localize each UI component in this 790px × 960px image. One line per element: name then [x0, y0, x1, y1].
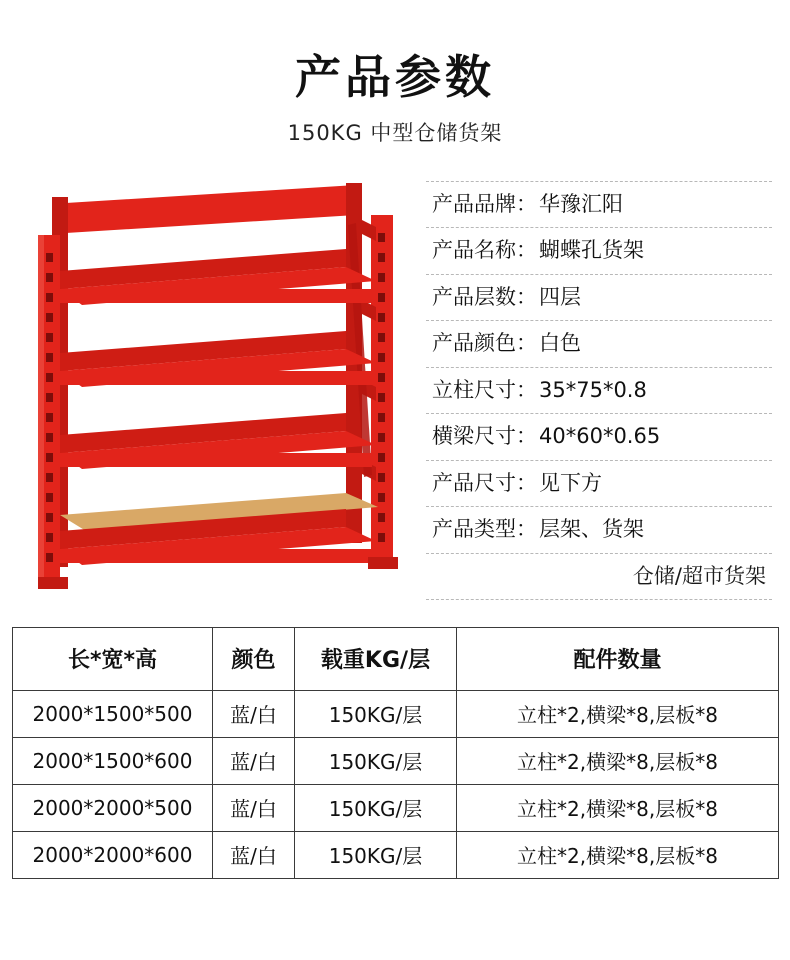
table-cell: 2000*2000*500 — [13, 784, 213, 831]
table-cell: 蓝/白 — [213, 690, 295, 737]
table-cell: 2000*1500*500 — [13, 690, 213, 737]
table-header-cell: 颜色 — [213, 627, 295, 690]
spec-value: 白色 — [539, 331, 581, 356]
spec-label: 产品名称： — [432, 238, 537, 263]
table-cell: 蓝/白 — [213, 831, 295, 878]
spec-row-continuation: 仓储/超市货架 — [426, 554, 772, 601]
page-header — [0, 0, 790, 147]
spec-value: 层架、货架 — [539, 517, 644, 542]
spec-row — [426, 228, 772, 275]
size-table — [12, 627, 779, 879]
spec-label: 横梁尺寸： — [432, 424, 537, 449]
spec-label: 立柱尺寸： — [432, 377, 537, 402]
table-cell: 蓝/白 — [213, 737, 295, 784]
page-title: 产品参数 — [295, 50, 495, 104]
table-row — [13, 831, 779, 878]
size-table-container — [12, 627, 778, 879]
table-cell: 立柱*2,横梁*8,层板*8 — [457, 690, 779, 737]
spec-row — [426, 181, 772, 229]
table-header-cell: 配件数量 — [457, 627, 779, 690]
table-cell: 立柱*2,横梁*8,层板*8 — [457, 737, 779, 784]
spec-label: 产品品牌： — [432, 191, 537, 216]
table-row — [13, 690, 779, 737]
spec-row — [426, 321, 772, 368]
spec-row — [426, 368, 772, 415]
spec-value: 四层 — [539, 284, 581, 309]
table-header-cell: 长*宽*高 — [13, 627, 213, 690]
shelf-illustration — [16, 175, 416, 605]
table-cell: 立柱*2,横梁*8,层板*8 — [457, 784, 779, 831]
spec-label: 产品颜色： — [432, 331, 537, 356]
spec-row — [426, 461, 772, 508]
spec-value: 40*60*0.65 — [539, 424, 661, 449]
table-row — [13, 784, 779, 831]
table-cell: 2000*2000*600 — [13, 831, 213, 878]
table-row — [13, 737, 779, 784]
spec-row — [426, 275, 772, 322]
table-cell: 150KG/层 — [295, 690, 457, 737]
spec-value: 华豫汇阳 — [539, 191, 623, 216]
spec-value: 见下方 — [539, 470, 602, 495]
table-cell: 150KG/层 — [295, 784, 457, 831]
spec-value: 35*75*0.8 — [539, 377, 647, 402]
table-cell: 蓝/白 — [213, 784, 295, 831]
spec-label: 产品类型： — [432, 517, 537, 542]
table-cell: 150KG/层 — [295, 737, 457, 784]
table-cell: 2000*1500*600 — [13, 737, 213, 784]
table-cell: 150KG/层 — [295, 831, 457, 878]
spec-label: 产品层数： — [432, 284, 537, 309]
table-cell: 立柱*2,横梁*8,层板*8 — [457, 831, 779, 878]
spec-label: 产品尺寸： — [432, 470, 537, 495]
spec-row — [426, 507, 772, 554]
product-overview-section — [0, 175, 790, 605]
page-subtitle: 150KG 中型仓储货架 — [287, 120, 503, 145]
spec-value: 蝴蝶孔货架 — [539, 238, 644, 263]
spec-list — [426, 181, 772, 601]
product-image — [16, 175, 416, 605]
table-header-row — [13, 627, 779, 690]
spec-row — [426, 414, 772, 461]
table-header-cell: 载重KG/层 — [295, 627, 457, 690]
